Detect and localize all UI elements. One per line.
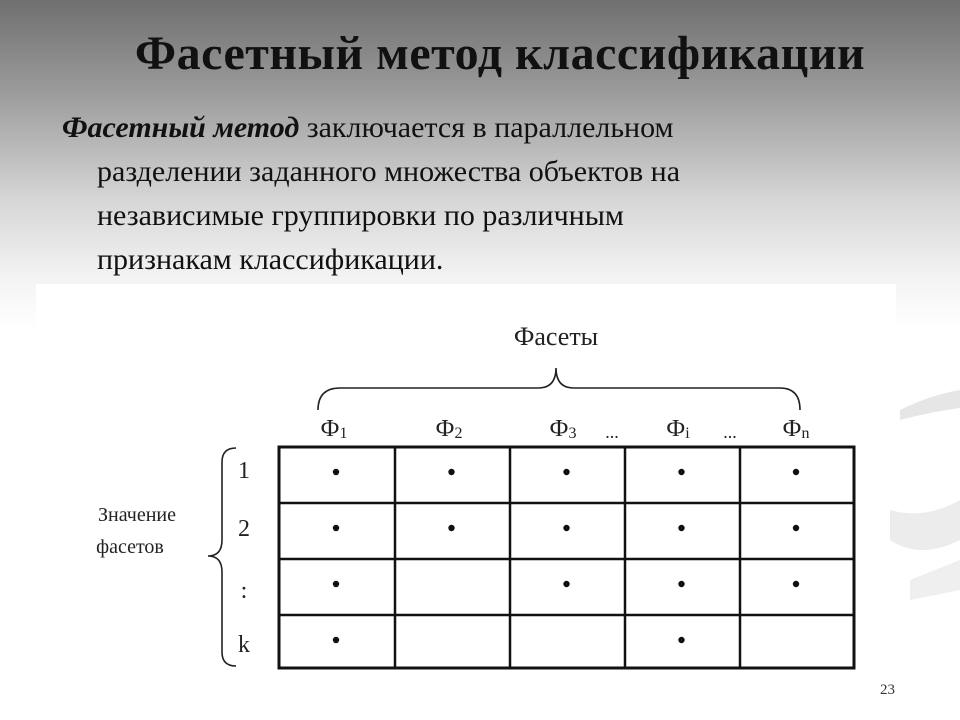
facet-header — [321, 416, 348, 442]
facets-brace — [318, 368, 800, 410]
slide-title: Фасетный метод классификации — [134, 27, 866, 80]
row-labels — [238, 458, 250, 658]
value-dot — [793, 581, 799, 587]
value-dot — [678, 581, 684, 587]
facet-header — [436, 416, 463, 442]
value-dot — [448, 525, 454, 531]
side-label-line-1: Значение — [97, 504, 177, 526]
value-dot — [678, 525, 684, 531]
value-dot — [793, 469, 799, 475]
rows-brace — [208, 448, 236, 666]
value-dot — [678, 637, 684, 643]
facet-header-base: Ф — [320, 416, 340, 442]
facet-header-subscript: n — [801, 425, 810, 442]
value-dot — [333, 581, 339, 587]
facet-header-subscript: i — [685, 425, 690, 442]
grid-outline — [279, 447, 854, 668]
value-dot — [793, 525, 799, 531]
side-label-line-2: фасетов — [96, 536, 164, 558]
value-dot — [678, 469, 684, 475]
facet-header-base: Ф — [782, 416, 802, 442]
paragraph-line-4: признакам классификации. — [97, 243, 444, 276]
header-ellipsis-2: ... — [723, 422, 737, 442]
value-dot — [563, 469, 569, 475]
facet-header — [550, 416, 577, 442]
page-number: 23 — [880, 682, 895, 698]
facet-header — [783, 416, 810, 442]
facet-value-dots — [333, 469, 799, 643]
facet-header-subscript: 2 — [454, 425, 463, 442]
facet-header-base: Ф — [666, 416, 686, 442]
value-dot — [448, 469, 454, 475]
facet-header — [666, 416, 690, 442]
row-label: 2 — [238, 516, 250, 542]
facet-value-grid — [279, 447, 854, 668]
facet-header-base: Ф — [549, 416, 569, 442]
value-dot — [333, 637, 339, 643]
facet-header-subscript: 3 — [568, 425, 577, 442]
header-ellipsis-1: ... — [605, 422, 619, 442]
value-dot — [333, 525, 339, 531]
paragraph-line-2: разделении заданного множества объектов на — [97, 155, 681, 188]
paragraph-line-3: независимые группировки по различным — [97, 199, 624, 232]
value-dot — [563, 525, 569, 531]
row-label: : — [240, 578, 248, 604]
row-label: 1 — [238, 458, 250, 484]
value-dot — [333, 469, 339, 475]
value-dot — [563, 581, 569, 587]
paragraph-term: Фасетный метод — [62, 111, 300, 144]
row-label: k — [238, 632, 250, 658]
brace-label: Фасеты — [513, 322, 599, 351]
facet-header-base: Ф — [435, 416, 455, 442]
facet-header-subscript: 1 — [339, 425, 348, 442]
paragraph-line-1-rest: заключается в параллельном — [299, 111, 674, 144]
